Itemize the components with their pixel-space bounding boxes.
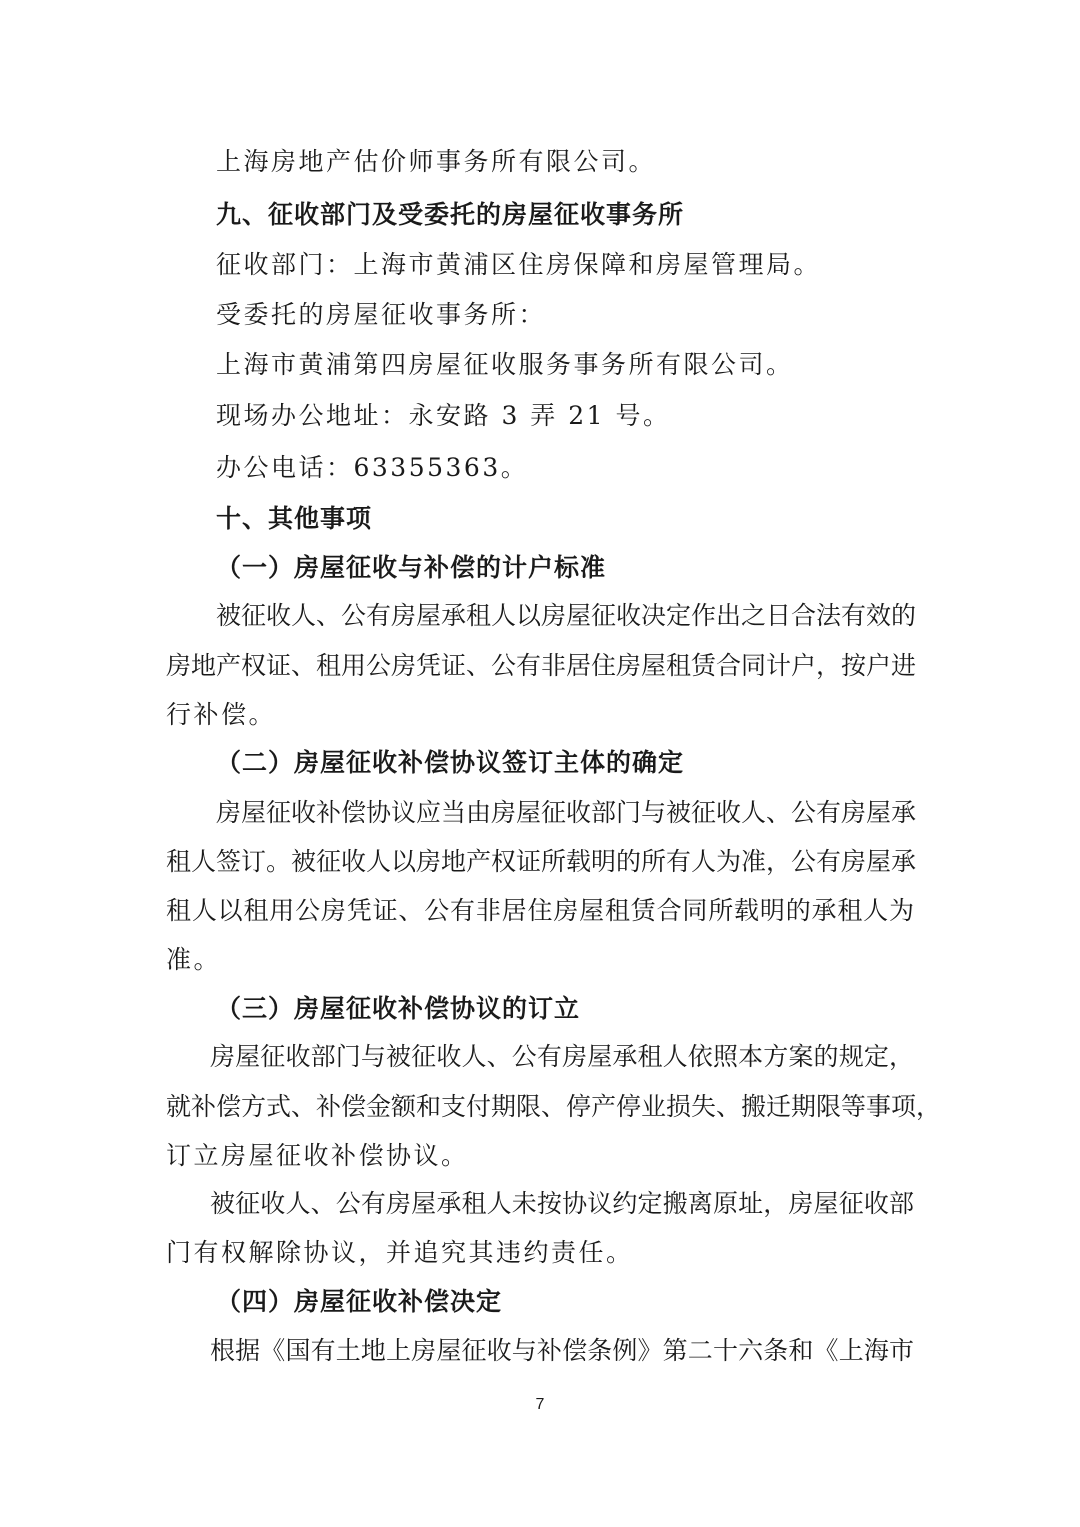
- paragraph-line: 房屋征收补偿协议应当由房屋征收部门与被征收人、公有房屋承: [216, 798, 917, 827]
- paragraph-line: 被征收人、公有房屋承租人以房屋征收决定作出之日合法有效的: [216, 601, 917, 630]
- paragraph-line: 现场办公地址：永安路 3 弄 21 号。: [216, 401, 671, 430]
- paragraph-line: 门有权解除协议，并追究其违约责任。: [166, 1238, 634, 1267]
- paragraph-line: 上海房地产估价师事务所有限公司。: [216, 147, 657, 176]
- paragraph-line: 征收部门：上海市黄浦区住房保障和房屋管理局。: [216, 250, 822, 279]
- subsection-heading: （二）房屋征收补偿协议签订主体的确定: [216, 748, 685, 777]
- paragraph-line: 房地产权证、租用公房凭证、公有非居住房屋租赁合同计户，按户进: [166, 651, 917, 680]
- subsection-heading: （一）房屋征收与补偿的计户标准: [216, 553, 607, 582]
- section-heading: 九、征收部门及受委托的房屋征收事务所: [216, 200, 685, 229]
- paragraph-line: 租人签订。被征收人以房地产权证所载明的所有人为准，公有房屋承: [166, 847, 917, 876]
- section-heading: 十、其他事项: [216, 504, 373, 533]
- paragraph-line: 就补偿方式、补偿金额和支付期限、停产停业损失、搬迁期限等事项，: [166, 1092, 942, 1121]
- paragraph-line: 办公电话：63355363。: [216, 453, 529, 482]
- paragraph-line: 被征收人、公有房屋承租人未按协议约定搬离原址，房屋征收部: [210, 1189, 914, 1218]
- paragraph-line: 准。: [166, 945, 222, 974]
- subsection-heading: （四）房屋征收补偿决定: [216, 1287, 503, 1316]
- page-number: 7: [535, 1396, 545, 1413]
- subsection-heading: （三）房屋征收补偿协议的订立: [216, 994, 581, 1023]
- paragraph-line: 行补偿。: [166, 700, 277, 729]
- paragraph-line: 根据《国有土地上房屋征收与补偿条例》第二十六条和《上海市: [210, 1336, 914, 1365]
- paragraph-line: 订立房屋征收补偿协议。: [166, 1141, 469, 1170]
- paragraph-line: 受委托的房屋征收事务所：: [216, 300, 547, 329]
- paragraph-line: 房屋征收部门与被征收人、公有房屋承租人依照本方案的规定，: [210, 1042, 914, 1071]
- paragraph-line: 租人以租用公房凭证、公有非居住房屋租赁合同所载明的承租人为: [166, 896, 914, 925]
- paragraph-line: 上海市黄浦第四房屋征收服务事务所有限公司。: [216, 350, 794, 379]
